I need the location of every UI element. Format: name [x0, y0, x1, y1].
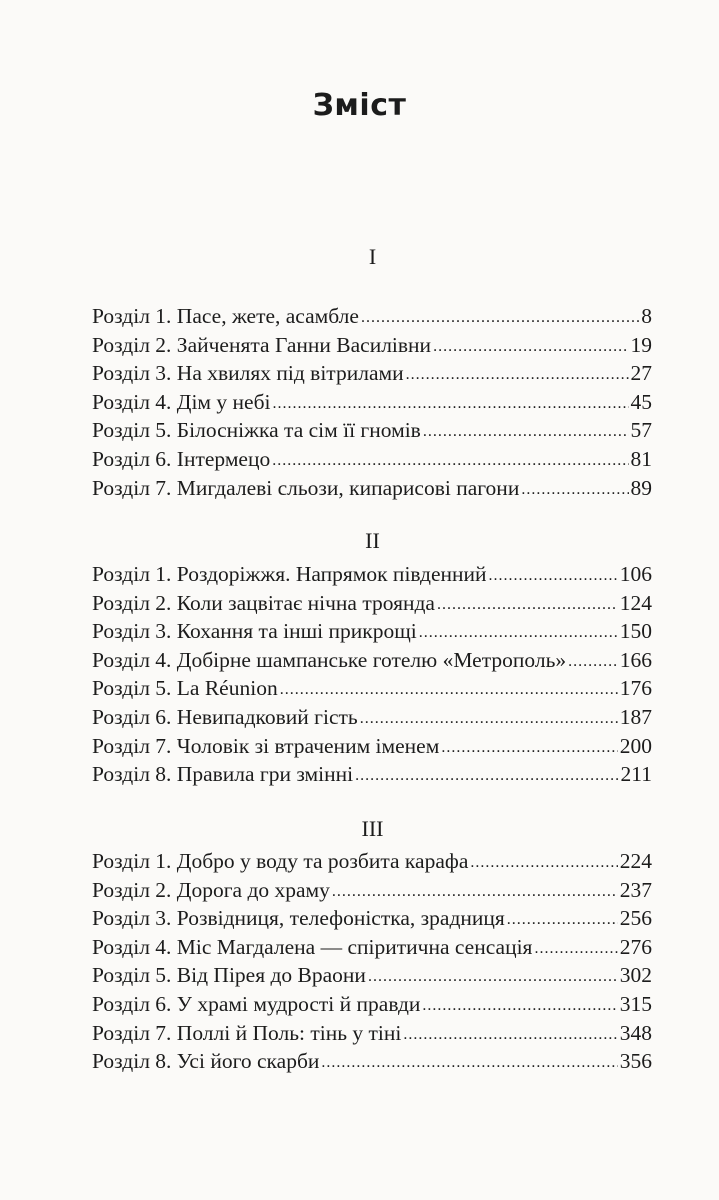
dot-leader — [521, 473, 628, 505]
chapter-title: Розділ 8. Правила гри змінні — [92, 762, 354, 787]
chapter-title: Розділ 1. Роздоріжжя. Напрямок південний — [92, 562, 487, 586]
chapter-page-number: 302 — [619, 963, 652, 988]
toc-entry — [92, 617, 652, 646]
chapter-title: Розділ 5. Білосніжка та сім її гномів — [92, 418, 421, 443]
part-label-1: I — [368, 244, 377, 269]
dot-leader — [368, 960, 618, 992]
toc-entry — [92, 876, 652, 905]
chapter-page-number: 211 — [620, 762, 652, 787]
dot-leader — [273, 387, 629, 419]
dot-leader — [332, 875, 618, 907]
chapter-title: Розділ 7. Мигдалеві сльози, кипарисові пагони — [92, 475, 520, 500]
toc-entry — [92, 904, 652, 933]
toc-entry — [92, 961, 652, 990]
chapter-page-number: 45 — [630, 389, 652, 414]
chapter-page-number: 19 — [630, 332, 652, 357]
dot-leader — [280, 673, 618, 705]
toc-entry — [92, 445, 652, 474]
chapter-title: Розділ 3. Розвідниця, телефоністка, зрадниця — [92, 906, 505, 931]
chapter-title: Розділ 5. La Réunion — [92, 676, 278, 701]
chapter-page-number: 106 — [619, 562, 652, 586]
dot-leader — [423, 415, 629, 447]
toc-entry — [92, 760, 652, 789]
dot-leader — [355, 759, 618, 791]
chapter-title: Розділ 2. Зайченята Ганни Василівни — [92, 332, 432, 357]
toc-entry — [92, 1019, 652, 1048]
toc-entry — [92, 474, 652, 503]
chapter-page-number: 176 — [619, 676, 652, 701]
toc-list-part-1 — [92, 302, 652, 502]
toc-entry — [92, 302, 652, 331]
toc-entry — [92, 359, 652, 388]
dot-leader — [360, 702, 618, 734]
chapter-page-number: 166 — [619, 647, 652, 672]
toc-entry — [92, 703, 652, 732]
chapter-title: Розділ 6. У храмі мудрості й правди — [92, 991, 421, 1016]
dot-leader — [568, 645, 618, 677]
chapter-title: Розділ 6. Невипадковий гість — [92, 704, 358, 729]
toc-entry — [92, 589, 652, 618]
toc-entry — [92, 416, 652, 445]
toc-entry — [92, 933, 652, 962]
toc-entry — [92, 331, 652, 360]
dot-leader — [406, 358, 629, 390]
dot-leader — [441, 731, 617, 763]
toc-entry — [92, 847, 652, 876]
toc-entry — [92, 388, 652, 417]
chapter-page-number: 124 — [619, 590, 652, 615]
chapter-page-number: 8 — [641, 304, 652, 328]
toc-list-part-3 — [92, 847, 652, 1076]
chapter-title: Розділ 4. Дім у небі — [92, 389, 271, 414]
dot-leader — [321, 1046, 617, 1078]
dot-leader — [403, 1018, 617, 1050]
toc-list-part-2 — [92, 560, 652, 789]
dot-leader — [437, 588, 618, 620]
toc-entry — [92, 674, 652, 703]
chapter-page-number: 256 — [619, 906, 652, 931]
chapter-title: Розділ 8. Усі його скарби — [92, 1049, 320, 1074]
toc-entry — [92, 646, 652, 675]
dot-leader — [433, 330, 628, 362]
chapter-title: Розділ 3. На хвилях під вітрилами — [92, 361, 404, 386]
chapter-page-number: 348 — [619, 1020, 652, 1045]
toc-entry — [92, 560, 652, 589]
chapter-page-number: 27 — [630, 361, 652, 386]
page-title: Зміст — [312, 88, 407, 123]
toc-entry — [92, 732, 652, 761]
chapter-page-number: 276 — [619, 934, 652, 959]
dot-leader — [470, 846, 617, 878]
chapter-title: Розділ 7. Поллі й Поль: тінь у тіні — [92, 1020, 402, 1045]
chapter-page-number: 200 — [619, 733, 652, 758]
dot-leader — [534, 932, 617, 964]
chapter-title: Розділ 2. Коли зацвітає нічна троянда — [92, 590, 435, 615]
chapter-page-number: 356 — [619, 1049, 652, 1074]
chapter-title: Розділ 7. Чоловік зі втраченим іменем — [92, 733, 440, 758]
chapter-title: Розділ 4. Міс Магдалена — спіритична сенсація — [92, 934, 533, 959]
toc-entry — [92, 990, 652, 1019]
dot-leader — [489, 559, 618, 591]
chapter-title: Розділ 5. Від Пірея до Враони — [92, 963, 366, 988]
dot-leader — [361, 301, 639, 333]
chapter-page-number: 81 — [630, 446, 652, 471]
dot-leader — [419, 616, 618, 648]
chapter-page-number: 187 — [619, 704, 652, 729]
chapter-page-number: 315 — [619, 991, 652, 1016]
chapter-page-number: 237 — [619, 877, 652, 902]
chapter-title: Розділ 4. Добірне шампанське готелю «Метрополь» — [92, 647, 567, 672]
part-label-3: III — [361, 816, 384, 841]
chapter-title: Розділ 1. Добро у воду та розбита карафа — [92, 849, 469, 873]
chapter-title: Розділ 2. Дорога до храму — [92, 877, 330, 902]
toc-entry — [92, 1047, 652, 1076]
chapter-page-number: 224 — [619, 849, 652, 873]
chapter-title: Розділ 1. Пасе, жете, асамбле — [92, 304, 359, 328]
chapter-page-number: 89 — [630, 475, 652, 500]
dot-leader — [272, 444, 628, 476]
chapter-page-number: 57 — [630, 418, 652, 443]
part-label-2: II — [365, 528, 380, 553]
dot-leader — [422, 989, 617, 1021]
chapter-title: Розділ 6. Інтермецо — [92, 446, 271, 471]
chapter-title: Розділ 3. Кохання та інші прикрощі — [92, 619, 417, 644]
chapter-page-number: 150 — [619, 619, 652, 644]
dot-leader — [507, 903, 618, 935]
